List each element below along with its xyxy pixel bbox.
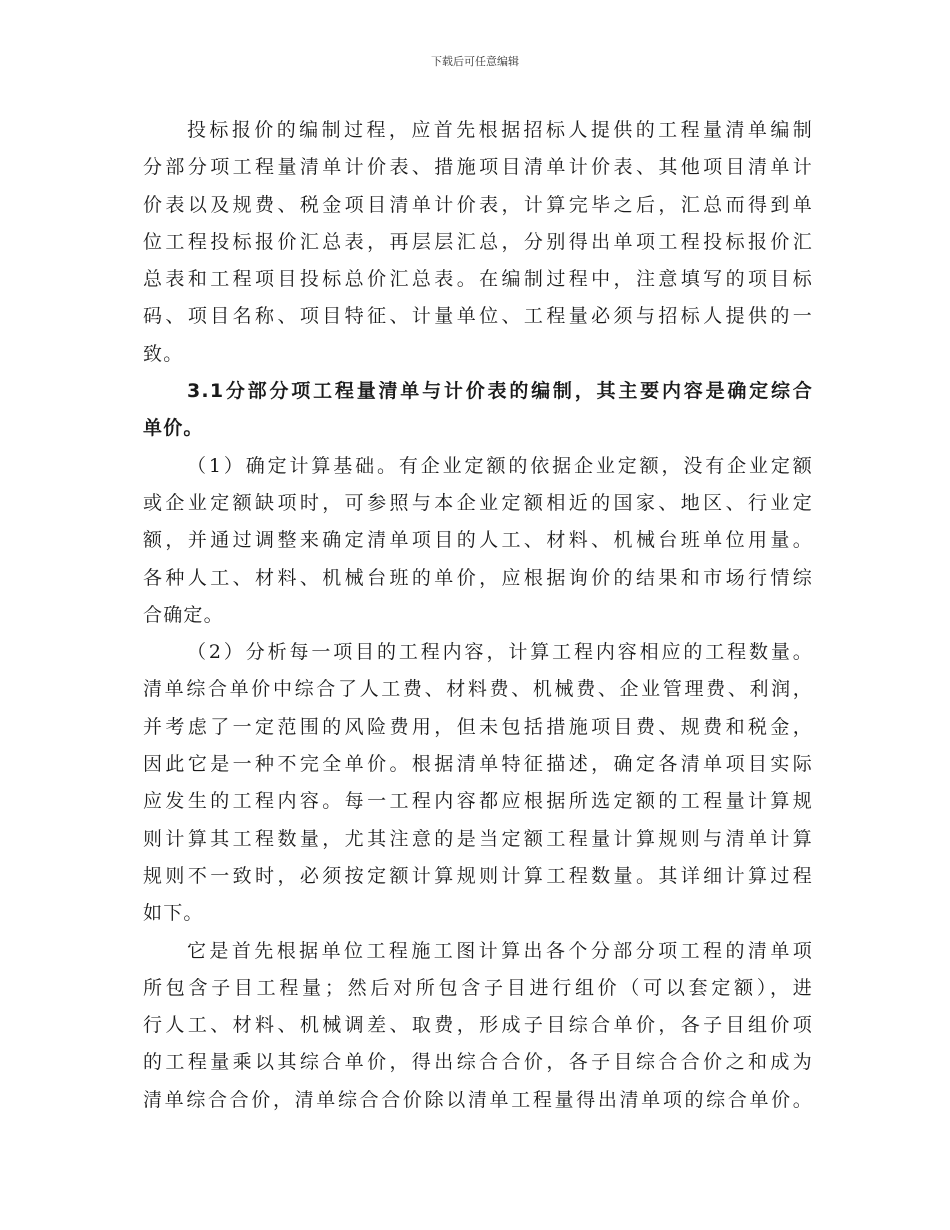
text-line: （1）确定计算基础。有企业定额的依据企业定额，没有企业定额	[187, 454, 813, 477]
text-line: 码、项目名称、项目特征、计量单位、工程量必须与招标人提供的一	[143, 305, 813, 328]
text-line: 合确定。	[143, 603, 224, 626]
text-line: 价表以及规费、税金项目清单计价表，计算完毕之后，汇总而得到单	[143, 193, 813, 216]
text-line: 各种人工、材料、机械台班的单价，应根据询价的结果和市场行情综	[143, 566, 813, 589]
text-line: 则计算其工程数量，尤其注意的是当定额工程量计算规则与清单计算	[143, 827, 813, 850]
paragraph-work-content-analysis	[143, 634, 813, 932]
section-heading-3-1	[143, 373, 813, 448]
text-line: 的工程量乘以其综合单价，得出综合合价，各子目综合合价之和成为	[143, 1051, 813, 1074]
text-line: 总表和工程项目投标总价汇总表。在编制过程中，注意填写的项目标	[143, 268, 813, 291]
text-line: 致。	[143, 342, 184, 365]
text-line: 位工程投标报价汇总表，再层层汇总，分别得出单项工程投标报价汇	[143, 230, 813, 253]
text-line: 或企业定额缺项时，可参照与本企业定额相近的国家、地区、行业定	[143, 491, 813, 514]
page-header: 下载后可任意编辑	[431, 55, 519, 68]
heading-line: 3.1分部分项工程量清单与计价表的编制，其主要内容是确定综合	[187, 380, 813, 403]
text-line: 投标报价的编制过程，应首先根据招标人提供的工程量清单编制	[187, 119, 813, 141]
text-line: 清单综合单价中综合了人工费、材料费、机械费、企业管理费、利润，	[143, 678, 813, 701]
text-line: 分部分项工程量清单计价表、措施项目清单计价表、其他项目清单计	[143, 156, 813, 179]
text-line: 因此它是一种不完全单价。根据清单特征描述，确定各清单项目实际	[143, 753, 813, 776]
text-line: 所包含子目工程量；然后对所包含子目进行组价（可以套定额），进	[143, 976, 813, 999]
document-body	[143, 112, 813, 1119]
text-line: 行人工、材料、机械调差、取费，形成子目综合单价，各子目组价项	[143, 1014, 813, 1037]
text-line: 规则不一致时，必须按定额计算规则计算工程数量。其详细计算过程	[143, 864, 813, 887]
heading-line: 单价。	[143, 417, 204, 440]
text-line: 应发生的工程内容。每一工程内容都应根据所选定额的工程量计算规	[143, 790, 813, 813]
paragraph-bid-overview	[143, 112, 813, 373]
paragraph-calculation-basis	[143, 448, 813, 634]
text-line: 额，并通过调整来确定清单项目的人工、材料、机械台班单位用量。	[143, 529, 813, 552]
text-line: 它是首先根据单位工程施工图计算出各个分部分项工程的清单项	[187, 939, 813, 962]
paragraph-unit-price-process	[143, 933, 813, 1119]
text-line: 如下。	[143, 902, 204, 925]
text-line: 清单综合合价，清单综合合价除以清单工程量得出清单项的综合单价。	[143, 1088, 813, 1111]
text-line: 并考虑了一定范围的风险费用，但未包括措施项目费、规费和税金，	[143, 715, 813, 738]
text-line: （2）分析每一项目的工程内容，计算工程内容相应的工程数量。	[187, 641, 813, 664]
